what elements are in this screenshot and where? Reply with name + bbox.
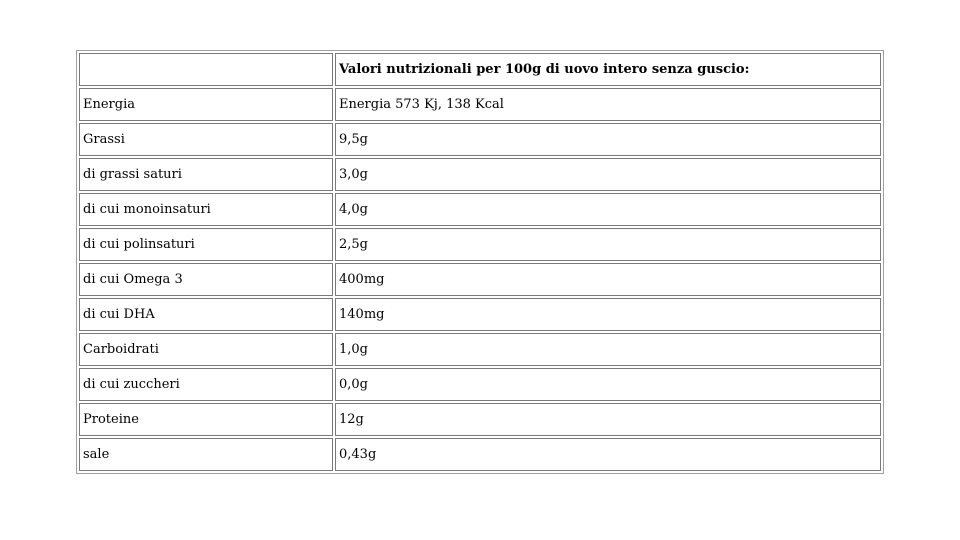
nutrient-value-cell: 1,0g <box>335 333 881 366</box>
nutrient-value-cell: 140mg <box>335 298 881 331</box>
table-row <box>79 438 881 471</box>
nutrient-name-cell: Energia <box>79 88 333 121</box>
nutrient-name-cell: sale <box>79 438 333 471</box>
nutrient-name-cell: di grassi saturi <box>79 158 333 191</box>
table-row <box>79 228 881 261</box>
nutrient-name-cell: Proteine <box>79 403 333 436</box>
table-row <box>79 263 881 296</box>
table-row <box>79 368 881 401</box>
table-row <box>79 333 881 366</box>
table-row <box>79 403 881 436</box>
nutrient-value-cell: 9,5g <box>335 123 881 156</box>
nutrition-table <box>76 50 884 474</box>
nutrient-name-cell: di cui DHA <box>79 298 333 331</box>
table-row <box>79 158 881 191</box>
nutrition-table-body <box>79 53 881 471</box>
nutrient-value-cell: 2,5g <box>335 228 881 261</box>
nutrient-name-cell: Carboidrati <box>79 333 333 366</box>
nutrient-name-cell: di cui Omega 3 <box>79 263 333 296</box>
header-title-cell: Valori nutrizionali per 100g di uovo intero senza guscio: <box>335 53 881 86</box>
nutrient-name-cell: di cui polinsaturi <box>79 228 333 261</box>
nutrient-value-cell: 3,0g <box>335 158 881 191</box>
nutrient-value-cell: 12g <box>335 403 881 436</box>
table-row <box>79 123 881 156</box>
table-row <box>79 193 881 226</box>
nutrient-value-cell: 4,0g <box>335 193 881 226</box>
nutrient-value-cell: Energia 573 Kj, 138 Kcal <box>335 88 881 121</box>
nutrient-name-cell: Grassi <box>79 123 333 156</box>
nutrient-value-cell: 400mg <box>335 263 881 296</box>
nutrient-name-cell: di cui monoinsaturi <box>79 193 333 226</box>
nutrient-value-cell: 0,0g <box>335 368 881 401</box>
nutrient-value-cell: 0,43g <box>335 438 881 471</box>
nutrient-name-cell: di cui zuccheri <box>79 368 333 401</box>
table-row <box>79 298 881 331</box>
table-header-row <box>79 53 881 86</box>
header-label-cell <box>79 53 333 86</box>
table-row <box>79 88 881 121</box>
